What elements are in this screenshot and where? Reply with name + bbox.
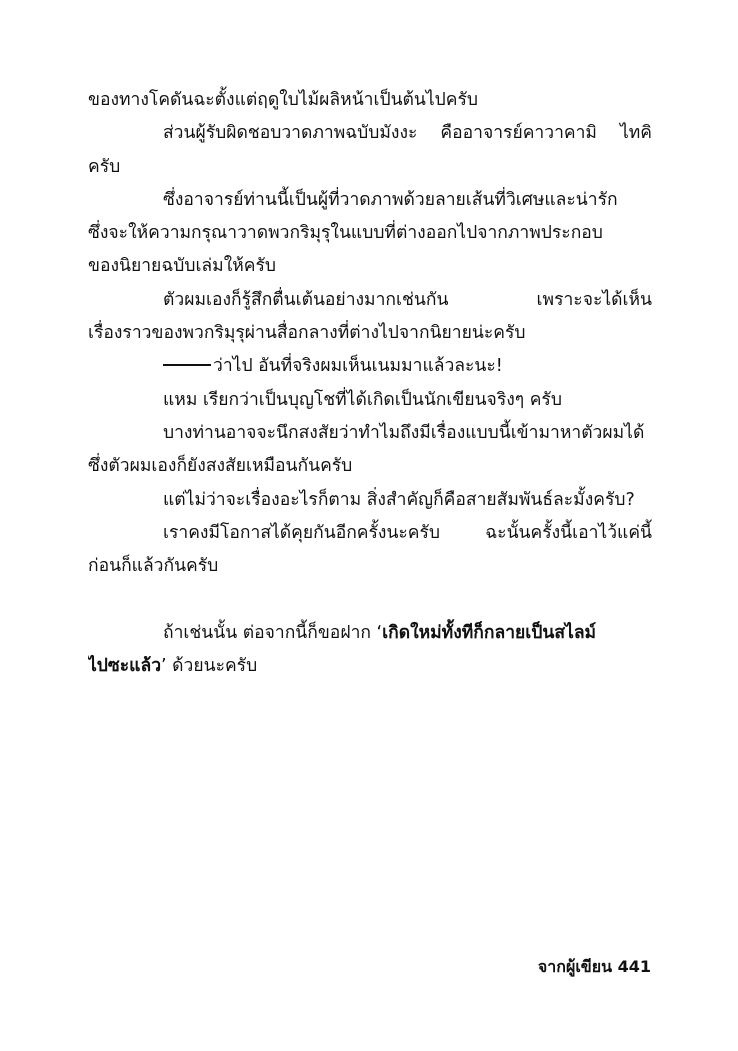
blank-line xyxy=(88,583,652,616)
text-line: เราคงมีโอกาสได้คุยกันอีกครั้งนะครับ ฉะนั้นครั้งนี้เอาไว้แค่นี้ xyxy=(163,522,652,543)
text-line xyxy=(88,617,652,650)
body-text xyxy=(88,84,652,683)
text-line: ตัวผมเองก็รู้สึกตื่นเต้นอย่างมากเช่นกัน เพราะจะได้เห็น xyxy=(163,289,652,310)
page-footer: จากผู้เขียน 441 xyxy=(537,957,651,976)
text-line: ของทางโคดันฉะตั้งแต่ฤดูใบไม้ผลิหน้าเป็นต้นไปครับ xyxy=(88,90,478,110)
text-line: ซึ่งอาจารย์ท่านนี้เป็นผู้ที่วาดภาพด้วยลายเส้นที่วิเศษและน่ารัก xyxy=(163,189,618,210)
text-fragment: ว่าไป อันที่จริงผมเห็นเนมมาแล้วละนะ! xyxy=(213,356,503,377)
text-line: ซึ่งจะให้ความกรุณาวาดพวกริมุรุในแบบที่ต่างออกไปจากภาพประกอบ xyxy=(88,223,603,244)
text-line: แต่ไม่ว่าจะเรื่องอะไรก็ตาม สิ่งสำคัญก็คือสายสัมพันธ์ละมั้งครับ? xyxy=(163,489,635,510)
text-fragment: ’ ด้วยนะครับ xyxy=(161,656,258,677)
text-line: ครับ xyxy=(88,156,121,177)
text-line: บางท่านอาจจะนึกสงสัยว่าทำไมถึงมีเรื่องแบบนี้เข้ามาหาตัวผมได้ xyxy=(163,422,645,443)
book-title-fragment: เกิดใหม่ทั้งทีก็กลายเป็นสไลม์ xyxy=(382,622,597,643)
text-line: ก่อนก็แล้วกันครับ xyxy=(88,556,219,577)
text-line: เรื่องราวของพวกริมุรุผ่านสื่อกลางที่ต่างไปจากนิยายน่ะครับ xyxy=(88,323,526,344)
text-line: ซึ่งตัวผมเองก็ยังสงสัยเหมือนกันครับ xyxy=(88,456,353,477)
em-dash-rule xyxy=(163,364,211,366)
dash-line xyxy=(88,350,652,383)
book-title-fragment: ไปซะแล้ว xyxy=(88,656,162,677)
text-line: แหม เรียกว่าเป็นบุญโชที่ได้เกิดเป็นนักเขียนจริงๆ ครับ xyxy=(163,389,562,410)
text-line xyxy=(88,650,652,683)
text-line: ส่วนผู้รับผิดชอบวาดภาพฉบับมังงะ คืออาจารย์คาวาคามิ ไทคิ xyxy=(163,123,652,144)
text-fragment: ถ้าเช่นนั้น ต่อจากนี้ก็ขอฝาก ‘ xyxy=(163,622,383,643)
text-line: ของนิยายฉบับเล่มให้ครับ xyxy=(88,256,276,277)
